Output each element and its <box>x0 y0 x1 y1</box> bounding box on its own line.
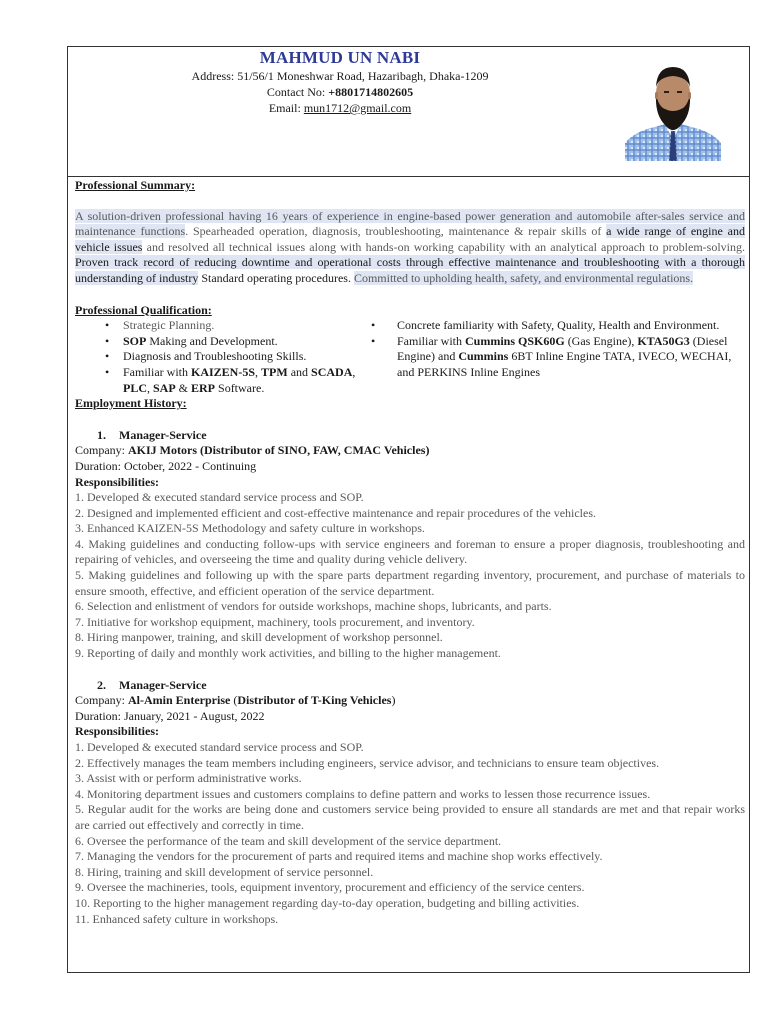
address: Address: 51/56/1 Moneshwar Road, Hazaribagh, Dhaka-1209 <box>191 69 489 83</box>
qualification-text: Familiar with <box>123 364 191 379</box>
summary-fragment: Committed to upholding health, safety, and environmental regulations. <box>353 270 694 285</box>
job-company <box>75 443 745 459</box>
summary-text <box>75 209 745 287</box>
qualification-text: Cummins QSK60G <box>465 333 565 348</box>
resume-body <box>75 178 745 927</box>
responsibility-item: 10. Reporting to the higher management regarding day-to-day operation, budgeting and billing activities. <box>75 895 580 910</box>
qualification-text: KAIZEN-5S <box>191 364 256 379</box>
summary-fragment: a wide range of engine and vehicle issues <box>75 224 746 254</box>
qualification-text: Software. <box>215 380 265 395</box>
qualification-item <box>75 365 363 396</box>
qualification-list <box>75 318 745 396</box>
qualification-text: 6BT Inline Engine TATA, IVECO, WECHAI, and PERKINS Inline Engines <box>397 349 732 379</box>
company-name: ( <box>230 693 238 708</box>
qualification-item <box>363 334 743 381</box>
company-label: Company: <box>75 443 128 458</box>
responsibilities-heading: Responsibilities: <box>75 474 160 489</box>
duration-label: Duration: <box>75 458 124 473</box>
contact-number: Contact No: +8801714802605 <box>266 85 414 99</box>
summary-fragment: and resolved all technical issues along with hands-on working capability with an analytical approach to problem-solving. <box>142 239 745 254</box>
company-label: Company: <box>75 693 128 708</box>
qualification-text: , <box>352 364 356 379</box>
qualification-text: Cummins <box>458 349 509 364</box>
responsibility-item: 7. Managing the vendors for the procurement of parts and required items and machine shop works effectively. <box>75 849 603 864</box>
qualification-text: PLC <box>123 380 147 395</box>
responsibility-item: 4. Making guidelines and conducting follow-ups with service engineers and foreman to ensure a proper diagnosis, troubleshooting and repairing of vehicles, and overseeing the time and quality during vehicle delivery. <box>75 536 745 567</box>
duration-value: October, 2022 - Continuing <box>124 458 257 473</box>
responsibility-item: 1. Developed & executed standard service process and SOP. <box>75 490 364 505</box>
qualification-text: Familiar with <box>397 333 465 348</box>
email: Email: mun1712@gmail.com <box>268 101 412 115</box>
employment-heading: Employment History: <box>75 396 187 411</box>
company-name: Al-Amin Enterprise <box>128 693 231 708</box>
job-title-text: Manager-Service <box>119 677 207 692</box>
responsibility-item: 1. Developed & executed standard service process and SOP. <box>75 740 364 754</box>
qualification-text: SOP <box>123 333 147 348</box>
summary-fragment: . Spearheaded operation, diagnosis, troubleshooting, maintenance & repair skills of <box>185 224 607 239</box>
qualification-text: , <box>147 380 153 395</box>
responsibility-item: 6. Oversee the performance of the team and skill development of the service department. <box>75 833 502 848</box>
qualification-text: SAP <box>153 380 176 395</box>
responsibility-item: 2. Designed and implemented efficient and cost-effective maintenance and repair procedures of the vehicles. <box>75 505 597 520</box>
bullet-icon: • <box>105 349 110 364</box>
company-name: Distributor of T-King Vehicles <box>237 693 392 708</box>
responsibility-item: 9. Reporting of daily and monthly work activities, and billing to the higher management. <box>75 646 501 661</box>
responsibility-item: 3. Assist with or perform administrative works. <box>75 771 302 786</box>
responsibility-item: 9. Oversee the machineries, tools, equipment inventory, procurement and efficiency of the service centers. <box>75 880 585 895</box>
qualification-item <box>75 334 363 350</box>
job-company <box>75 693 745 709</box>
responsibility-item: 8. Hiring manpower, training, and skill development of workshop personnel. <box>75 630 443 645</box>
profile-photo <box>625 57 721 161</box>
responsibility-item: 3. Enhanced KAIZEN-5S Methodology and safety culture in workshops. <box>75 521 425 536</box>
company-name: ) <box>391 693 396 708</box>
qualification-item <box>75 349 363 365</box>
responsibility-item: 4. Monitoring department issues and customers complains to define pattern and works to lessen those recurrence issues. <box>75 786 651 801</box>
qualification-item <box>363 318 743 334</box>
qualification-heading: Professional Qualification: <box>75 302 212 317</box>
job-title <box>75 428 745 444</box>
qualification-text: (Gas Engine), <box>564 333 638 348</box>
job-title <box>75 678 745 694</box>
job-number: 2. <box>97 677 106 692</box>
summary-fragment: Standard operating procedures. <box>198 270 354 285</box>
bullet-icon: • <box>105 318 110 333</box>
job-duration <box>75 459 745 475</box>
responsibility-item: 7. Initiative for workshop equipment, machinery, tools procurement, and inventory. <box>75 614 475 629</box>
responsibility-item: 2. Effectively manages the team members including engineers, service advisor, and technicians to ensure team objectives. <box>75 755 660 770</box>
summary-heading: Professional Summary: <box>75 178 196 192</box>
responsibility-item: 5. Making guidelines and following up with the spare parts department regarding inventory, procurement, and purchase of materials to ensure smooth, effective, and efficient operation of the service department. <box>75 568 745 598</box>
summary-fragment: A solution-driven professional having 16 years of experience in engine-based power generation and automobile after-sales service and maintenance functions <box>75 208 745 239</box>
candidate-name: MAHMUD UN NABI <box>259 48 421 67</box>
duration-label: Duration: <box>75 708 124 723</box>
bullet-icon: • <box>371 318 376 333</box>
qualification-text: , <box>255 364 262 379</box>
qualification-text: ERP <box>191 380 216 395</box>
qualification-text: SCADA <box>311 364 353 379</box>
qualification-text: TPM <box>261 364 288 379</box>
company-name: AKIJ Motors (Distributor of SINO, FAW, CMAC Vehicles) <box>128 443 430 458</box>
employment-list <box>75 428 745 927</box>
qualification-column-1 <box>75 318 363 396</box>
qualification-text: and <box>287 364 312 379</box>
responsibilities-heading: Responsibilities: <box>75 724 160 739</box>
qualification-text: (Diesel Engine) and <box>397 333 728 364</box>
qualification-text: Diagnosis and Troubleshooting Skills. <box>123 349 307 364</box>
responsibility-item: 11. Enhanced safety culture in workshops. <box>75 911 279 926</box>
job-title-text: Manager-Service <box>119 427 207 442</box>
qualification-text: KTA50G3 <box>637 333 690 348</box>
portrait-image <box>625 57 721 161</box>
job-number: 1. <box>97 427 106 442</box>
duration-value: January, 2021 - August, 2022 <box>124 708 265 723</box>
bullet-icon: • <box>105 364 110 379</box>
responsibility-item: 6. Selection and enlistment of vendors for outside workshops, machine shops, lubricants, and parts. <box>75 599 552 614</box>
qualification-text: Strategic Planning. <box>123 318 215 333</box>
qualification-text: Concrete familiarity with Safety, Quality, Health and Environment. <box>397 318 720 333</box>
qualification-text: & <box>175 380 192 395</box>
qualification-text: Making and Development. <box>146 333 278 348</box>
responsibility-item: 8. Hiring, training and skill development of service personnel. <box>75 864 374 879</box>
responsibility-item: 5. Regular audit for the works are being done and customers service being provided to ensure all standards are met and that repair works are carried out effectively and correctly in time. <box>75 802 745 832</box>
bullet-icon: • <box>371 333 376 348</box>
phone-number: +8801714802605 <box>328 85 414 99</box>
job-duration <box>75 709 745 725</box>
qualification-item <box>75 318 363 334</box>
bullet-icon: • <box>105 333 110 348</box>
resume-header <box>190 48 490 116</box>
email-link[interactable]: mun1712@gmail.com <box>303 101 412 115</box>
qualification-column-2 <box>363 318 743 396</box>
header-divider <box>67 176 750 177</box>
summary-fragment: Proven track record of reducing downtime and operational costs through effective maintenance and troubleshooting with a thorough understanding of industry <box>75 255 745 285</box>
